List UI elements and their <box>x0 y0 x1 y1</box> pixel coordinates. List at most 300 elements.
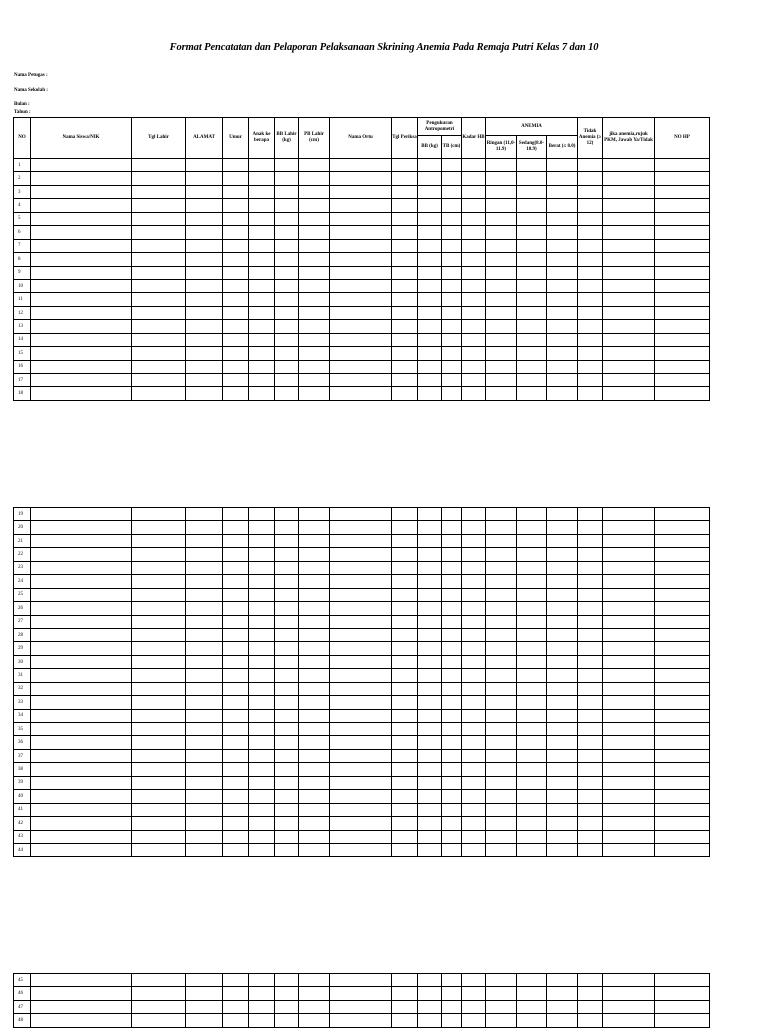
table-row <box>14 360 710 373</box>
row-number: 4 <box>14 199 31 212</box>
table-cell <box>462 561 486 574</box>
table-cell <box>418 696 442 709</box>
table-cell <box>655 749 710 762</box>
table-cell <box>249 575 275 588</box>
table-cell <box>418 642 442 655</box>
table-cell <box>462 655 486 668</box>
table-cell <box>223 548 249 561</box>
table-cell <box>249 253 275 266</box>
table-cell <box>132 306 186 319</box>
table-cell <box>655 776 710 789</box>
table-cell <box>547 974 578 987</box>
table-cell <box>547 575 578 588</box>
table-cell <box>418 185 442 198</box>
table-cell <box>249 347 275 360</box>
table-cell <box>223 776 249 789</box>
table-cell <box>275 561 299 574</box>
table-cell <box>655 320 710 333</box>
table-cell <box>275 387 299 400</box>
table-cell <box>392 615 418 628</box>
table-cell <box>655 561 710 574</box>
table-cell <box>275 320 299 333</box>
table-cell <box>462 548 486 561</box>
table-cell <box>655 628 710 641</box>
table-cell <box>603 588 655 601</box>
table-cell <box>603 226 655 239</box>
table-cell <box>517 226 547 239</box>
table-row <box>14 642 710 655</box>
table-cell <box>517 360 547 373</box>
header-tgl-lahir: Tgl Lahir <box>132 118 186 159</box>
table-cell <box>517 615 547 628</box>
table-cell <box>547 776 578 789</box>
header-no: NO <box>14 118 31 159</box>
table-cell <box>132 790 186 803</box>
table-cell <box>299 172 330 185</box>
table-cell <box>442 615 462 628</box>
row-number: 22 <box>14 548 31 561</box>
table-cell <box>330 508 392 521</box>
table-cell <box>655 1014 710 1027</box>
header-rujuk: jika anemia,rujuk PKM, Jawab Ya/Tidak <box>603 118 655 159</box>
table-cell <box>392 602 418 615</box>
table-cell <box>603 521 655 534</box>
row-number: 18 <box>14 387 31 400</box>
table-cell <box>486 817 517 830</box>
table-cell <box>442 279 462 292</box>
table-cell <box>186 790 223 803</box>
table-cell <box>486 306 517 319</box>
table-cell <box>299 226 330 239</box>
table-cell <box>578 333 603 346</box>
table-cell <box>132 159 186 172</box>
table-cell <box>442 1000 462 1013</box>
table-cell <box>249 749 275 762</box>
table-row <box>14 803 710 816</box>
table-cell <box>275 548 299 561</box>
table-row <box>14 763 710 776</box>
table-cell <box>186 655 223 668</box>
table-cell <box>486 763 517 776</box>
table-cell <box>517 387 547 400</box>
table-cell <box>442 830 462 843</box>
table-cell <box>31 293 132 306</box>
table-cell <box>462 843 486 856</box>
table-cell <box>578 628 603 641</box>
meta-petugas: Nama Petugas : <box>14 73 48 78</box>
table-cell <box>462 226 486 239</box>
table-cell <box>442 333 462 346</box>
table-cell <box>578 987 603 1000</box>
table-cell <box>462 974 486 987</box>
table-cell <box>132 253 186 266</box>
table-cell <box>655 387 710 400</box>
table-cell <box>442 159 462 172</box>
table-cell <box>275 763 299 776</box>
table-cell <box>223 226 249 239</box>
table-cell <box>442 548 462 561</box>
table-cell <box>392 521 418 534</box>
table-cell <box>132 736 186 749</box>
table-cell <box>249 736 275 749</box>
table-cell <box>486 736 517 749</box>
table-cell <box>330 521 392 534</box>
table-cell <box>418 803 442 816</box>
table-cell <box>486 387 517 400</box>
table-row <box>14 561 710 574</box>
table-cell <box>275 669 299 682</box>
table-cell <box>275 628 299 641</box>
table-cell <box>299 534 330 547</box>
table-cell <box>275 655 299 668</box>
table-cell <box>486 803 517 816</box>
table-cell <box>442 669 462 682</box>
table-cell <box>275 306 299 319</box>
table-cell <box>578 561 603 574</box>
table-cell <box>31 830 132 843</box>
table-cell <box>275 508 299 521</box>
table-cell <box>392 736 418 749</box>
table-cell <box>462 534 486 547</box>
table-cell <box>223 306 249 319</box>
table-cell <box>275 374 299 387</box>
table-cell <box>186 172 223 185</box>
header-sedang: Sedang(8.0-10.9) <box>517 136 547 159</box>
table-cell <box>547 374 578 387</box>
table-cell <box>275 682 299 695</box>
table-cell <box>578 655 603 668</box>
table-cell <box>299 974 330 987</box>
table-cell <box>249 655 275 668</box>
table-cell <box>603 253 655 266</box>
row-number: 42 <box>14 817 31 830</box>
table-cell <box>330 347 392 360</box>
table-cell <box>442 790 462 803</box>
table-cell <box>578 266 603 279</box>
table-cell <box>299 602 330 615</box>
table-cell <box>578 749 603 762</box>
table-cell <box>275 521 299 534</box>
table-cell <box>603 776 655 789</box>
table-cell <box>330 279 392 292</box>
table-cell <box>655 763 710 776</box>
table-cell <box>330 723 392 736</box>
table-cell <box>330 642 392 655</box>
table-cell <box>517 602 547 615</box>
table-row <box>14 253 710 266</box>
table-cell <box>547 987 578 1000</box>
row-number: 27 <box>14 615 31 628</box>
table-cell <box>517 628 547 641</box>
table-cell <box>462 185 486 198</box>
table-cell <box>517 974 547 987</box>
table-cell <box>223 159 249 172</box>
table-row <box>14 534 710 547</box>
table-cell <box>547 212 578 225</box>
table-cell <box>418 521 442 534</box>
table-cell <box>578 642 603 655</box>
table-cell <box>330 266 392 279</box>
table-cell <box>299 776 330 789</box>
table-cell <box>299 548 330 561</box>
table-row <box>14 843 710 856</box>
table-cell <box>578 226 603 239</box>
table-cell <box>655 185 710 198</box>
table-cell <box>249 320 275 333</box>
table-cell <box>186 615 223 628</box>
row-number: 48 <box>14 1014 31 1027</box>
table-cell <box>486 723 517 736</box>
table-cell <box>186 974 223 987</box>
table-cell <box>578 575 603 588</box>
table-cell <box>330 749 392 762</box>
table-row <box>14 987 710 1000</box>
table-cell <box>578 843 603 856</box>
table-cell <box>31 709 132 722</box>
table-row <box>14 709 710 722</box>
table-cell <box>603 508 655 521</box>
table-cell <box>299 320 330 333</box>
table-cell <box>275 575 299 588</box>
table-cell <box>578 830 603 843</box>
row-number: 32 <box>14 682 31 695</box>
table-cell <box>655 987 710 1000</box>
table-cell <box>603 387 655 400</box>
table-cell <box>603 306 655 319</box>
row-number: 34 <box>14 709 31 722</box>
table-cell <box>392 239 418 252</box>
header-tgl-periksa: Tgl Periksa <box>392 118 418 159</box>
table-cell <box>223 843 249 856</box>
table-cell <box>603 790 655 803</box>
table-cell <box>31 199 132 212</box>
table-cell <box>249 239 275 252</box>
table-cell <box>517 293 547 306</box>
table-cell <box>392 709 418 722</box>
table-cell <box>392 333 418 346</box>
table-cell <box>578 682 603 695</box>
table-cell <box>517 588 547 601</box>
table-cell <box>330 628 392 641</box>
table-cell <box>31 548 132 561</box>
table-cell <box>31 628 132 641</box>
table-cell <box>31 790 132 803</box>
header-bb: BB (kg) <box>418 136 442 159</box>
table-cell <box>486 548 517 561</box>
page-title: Format Pencatatan dan Pelaporan Pelaksanaan Skrining Anemia Pada Remaja Putri Kelas 7 dan 10 <box>169 42 599 53</box>
header-kadar-hb: Kadar HB <box>462 118 486 159</box>
table-row <box>14 1000 710 1013</box>
table-cell <box>299 1014 330 1027</box>
table-cell <box>275 1014 299 1027</box>
table-cell <box>603 709 655 722</box>
table-row <box>14 508 710 521</box>
screening-table-3 <box>13 973 710 1028</box>
table-cell <box>486 534 517 547</box>
table-cell <box>223 266 249 279</box>
table-cell <box>186 347 223 360</box>
table-cell <box>547 1014 578 1027</box>
table-cell <box>486 615 517 628</box>
table-cell <box>330 172 392 185</box>
table-cell <box>249 172 275 185</box>
table-cell <box>249 696 275 709</box>
table-cell <box>392 588 418 601</box>
table-cell <box>655 212 710 225</box>
table-cell <box>186 987 223 1000</box>
table-cell <box>132 655 186 668</box>
table-cell <box>547 534 578 547</box>
table-cell <box>249 534 275 547</box>
table-cell <box>223 239 249 252</box>
table-cell <box>31 185 132 198</box>
table-cell <box>392 642 418 655</box>
table-cell <box>655 1000 710 1013</box>
table-cell <box>132 212 186 225</box>
table-cell <box>31 602 132 615</box>
table-cell <box>330 199 392 212</box>
table-cell <box>186 508 223 521</box>
table-cell <box>223 575 249 588</box>
table-cell <box>249 159 275 172</box>
table-cell <box>442 763 462 776</box>
table-cell <box>223 387 249 400</box>
table-cell <box>462 790 486 803</box>
table-cell <box>330 696 392 709</box>
row-number: 47 <box>14 1000 31 1013</box>
table-cell <box>462 588 486 601</box>
table-cell <box>330 534 392 547</box>
table-row <box>14 669 710 682</box>
header-bb-lahir: BB Lahir (kg) <box>275 118 299 159</box>
table-cell <box>299 749 330 762</box>
table-cell <box>31 736 132 749</box>
table-cell <box>486 347 517 360</box>
table-cell <box>275 790 299 803</box>
table-cell <box>299 253 330 266</box>
table-cell <box>655 669 710 682</box>
table-cell <box>418 655 442 668</box>
table-cell <box>31 669 132 682</box>
table-cell <box>547 185 578 198</box>
table-cell <box>486 159 517 172</box>
table-cell <box>31 763 132 776</box>
table-cell <box>578 1000 603 1013</box>
table-cell <box>31 306 132 319</box>
table-cell <box>330 253 392 266</box>
table-cell <box>517 763 547 776</box>
table-cell <box>418 602 442 615</box>
table-cell <box>462 669 486 682</box>
table-cell <box>603 320 655 333</box>
table-cell <box>603 749 655 762</box>
table-cell <box>462 642 486 655</box>
table-cell <box>578 790 603 803</box>
table-cell <box>547 333 578 346</box>
table-cell <box>330 239 392 252</box>
table-row <box>14 1014 710 1027</box>
table-cell <box>31 226 132 239</box>
table-cell <box>31 521 132 534</box>
table-cell <box>442 628 462 641</box>
table-cell <box>547 347 578 360</box>
table-cell <box>442 749 462 762</box>
table-cell <box>462 803 486 816</box>
table-cell <box>186 628 223 641</box>
table-cell <box>547 790 578 803</box>
table-cell <box>603 239 655 252</box>
table-cell <box>486 185 517 198</box>
table-cell <box>486 226 517 239</box>
table-cell <box>442 387 462 400</box>
screening-table-2 <box>13 507 710 857</box>
table-cell <box>442 696 462 709</box>
table-cell <box>418 360 442 373</box>
table-cell <box>578 347 603 360</box>
table-cell <box>31 682 132 695</box>
table-cell <box>547 696 578 709</box>
table-cell <box>299 185 330 198</box>
table-cell <box>186 709 223 722</box>
table-cell <box>392 387 418 400</box>
table-cell <box>486 588 517 601</box>
table-cell <box>517 374 547 387</box>
table-cell <box>517 199 547 212</box>
table-cell <box>31 987 132 1000</box>
table-cell <box>486 602 517 615</box>
table-cell <box>132 1014 186 1027</box>
table-cell <box>517 723 547 736</box>
table-cell <box>486 508 517 521</box>
table-cell <box>330 293 392 306</box>
table-row <box>14 548 710 561</box>
row-number: 41 <box>14 803 31 816</box>
table-cell <box>330 655 392 668</box>
table-row <box>14 602 710 615</box>
table-cell <box>31 974 132 987</box>
table-cell <box>132 682 186 695</box>
table-cell <box>249 212 275 225</box>
table-cell <box>603 736 655 749</box>
table-cell <box>223 817 249 830</box>
table-cell <box>132 987 186 1000</box>
table-row <box>14 723 710 736</box>
table-cell <box>517 172 547 185</box>
table-cell <box>223 602 249 615</box>
table-cell <box>603 333 655 346</box>
table-cell <box>486 279 517 292</box>
table-cell <box>299 266 330 279</box>
header-pengukuran: Pengukuran Antropometri <box>418 118 462 136</box>
table-cell <box>442 723 462 736</box>
table-row <box>14 333 710 346</box>
table-cell <box>517 306 547 319</box>
table-cell <box>249 602 275 615</box>
table-cell <box>517 159 547 172</box>
table-cell <box>655 709 710 722</box>
table-cell <box>392 212 418 225</box>
table-row <box>14 817 710 830</box>
table-cell <box>249 306 275 319</box>
table-cell <box>442 508 462 521</box>
row-number: 31 <box>14 669 31 682</box>
table-cell <box>486 253 517 266</box>
table-cell <box>186 534 223 547</box>
table-cell <box>547 709 578 722</box>
table-cell <box>655 830 710 843</box>
table-cell <box>655 736 710 749</box>
table-cell <box>249 628 275 641</box>
